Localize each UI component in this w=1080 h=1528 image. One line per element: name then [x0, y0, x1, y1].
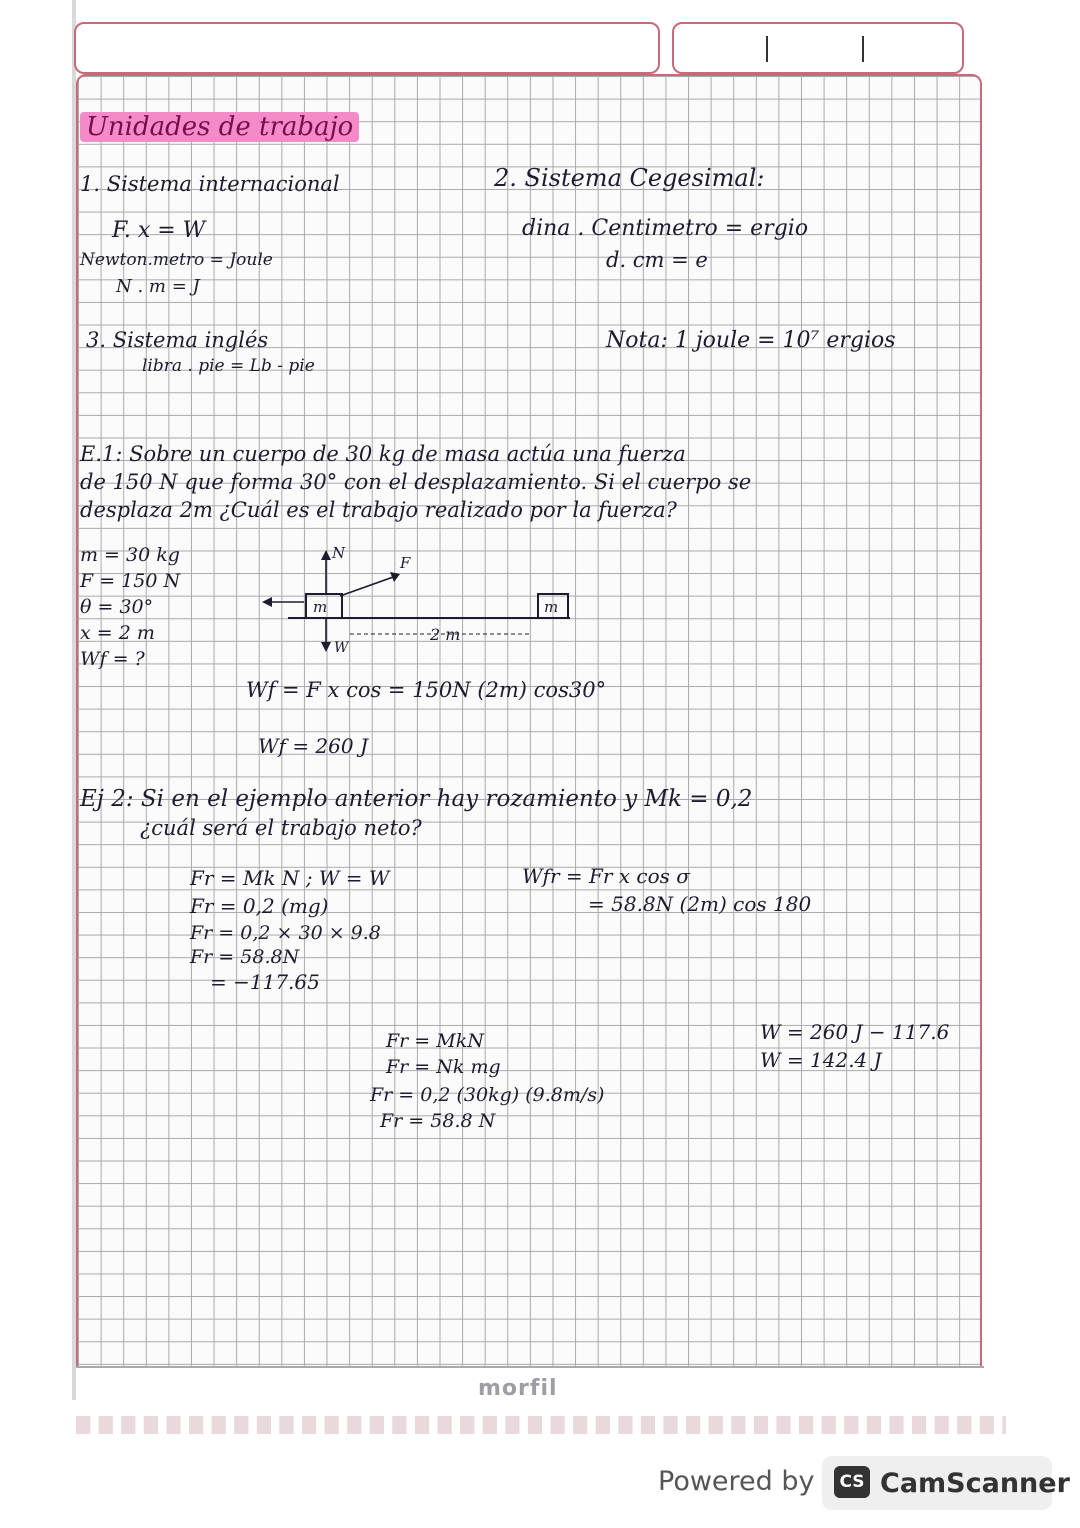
label-force: F: [400, 554, 411, 572]
ej1-line: E.1: Sobre un cuerpo de 30 kg de masa actúa una fuerza: [80, 442, 686, 466]
friction-arrow-head: [262, 597, 272, 607]
ej1-result: Wf = 260 J: [258, 734, 368, 758]
ej2-result: W = 260 J − 117.6: [760, 1020, 950, 1044]
ej1-calc: Wf = F x cos = 150N (2m) cos30°: [246, 678, 607, 702]
cgs-symbols: d. cm = e: [606, 248, 708, 272]
date-divider: [862, 36, 864, 62]
footer-pattern: [76, 1416, 1006, 1434]
ej2-mid-line: Fr = 0,2 (30kg) (9.8m/s): [370, 1084, 605, 1106]
ej1-line: de 150 N que forma 30° con el desplazamiento. Si el cuerpo se: [80, 470, 752, 494]
notebook-brand: morfil: [478, 1376, 558, 1401]
ej2-mid-line: Fr = Nk mg: [386, 1056, 501, 1078]
given-angle: θ = 30°: [80, 596, 154, 618]
eng-units: libra . pie = Lb - pie: [142, 356, 315, 376]
si-symbols: N . m = J: [116, 276, 200, 297]
eng-heading: 3. Sistema inglés: [86, 328, 269, 352]
force-arrow: [340, 576, 396, 596]
label-mass-end: m: [544, 598, 559, 616]
ej2-line: ¿cuál será el trabajo neto?: [140, 816, 422, 840]
grid-bottom-rule: [76, 1366, 984, 1368]
ej2-left-line: Fr = 0,2 × 30 × 9.8: [190, 922, 381, 944]
ej2-result: W = 142.4 J: [760, 1048, 882, 1072]
given-force: F = 150 N: [80, 570, 181, 592]
ej2-mid-line: Fr = 58.8 N: [380, 1110, 496, 1132]
date-divider: [766, 36, 768, 62]
page-title: Unidades de trabajo: [80, 112, 359, 142]
header-box-date: [672, 22, 964, 74]
label-normal: N: [332, 544, 346, 562]
ej2-mid-line: Fr = MkN: [386, 1030, 484, 1052]
label-distance: 2 m: [430, 625, 461, 644]
normal-arrow-head: [321, 550, 331, 560]
conversion-note: Nota: 1 joule = 10⁷ ergios: [606, 328, 896, 353]
label-weight: W: [334, 640, 349, 656]
given-distance: x = 2 m: [80, 622, 155, 644]
camscanner-name: CamScanner: [880, 1468, 1070, 1499]
given-mass: m = 30 kg: [80, 544, 180, 566]
weight-arrow-head: [321, 642, 331, 652]
ej2-left-line: Fr = Mk N ; W = W: [190, 866, 390, 890]
cgs-heading: 2. Sistema Cegesimal:: [494, 164, 765, 192]
cgs-units: dina . Centimetro = ergio: [522, 216, 809, 241]
force-diagram: [240, 540, 580, 670]
si-units: Newton.metro = Joule: [80, 250, 273, 270]
camscanner-logo-icon: CS: [834, 1466, 870, 1498]
ej2-line: Ej 2: Si en el ejemplo anterior hay rozamiento y Mk = 0,2: [80, 786, 753, 812]
ej2-right-line: Wfr = Fr x cos σ: [522, 864, 690, 888]
si-heading: 1. Sistema internacional: [80, 172, 340, 196]
ej2-left-line: = −117.65: [210, 970, 320, 994]
given-unknown: Wf = ?: [80, 648, 145, 670]
ej2-right-line: = 58.8N (2m) cos 180: [588, 892, 812, 916]
powered-by-text: Powered by: [658, 1466, 815, 1497]
ej2-left-line: Fr = 0,2 (mg): [190, 894, 329, 918]
ej2-left-line: Fr = 58.8N: [190, 946, 300, 968]
header-box-name: [74, 22, 660, 74]
ej1-line: desplaza 2m ¿Cuál es el trabajo realizado por la fuerza?: [80, 498, 677, 522]
label-mass: m: [313, 598, 328, 616]
si-formula: F. x = W: [112, 218, 206, 243]
